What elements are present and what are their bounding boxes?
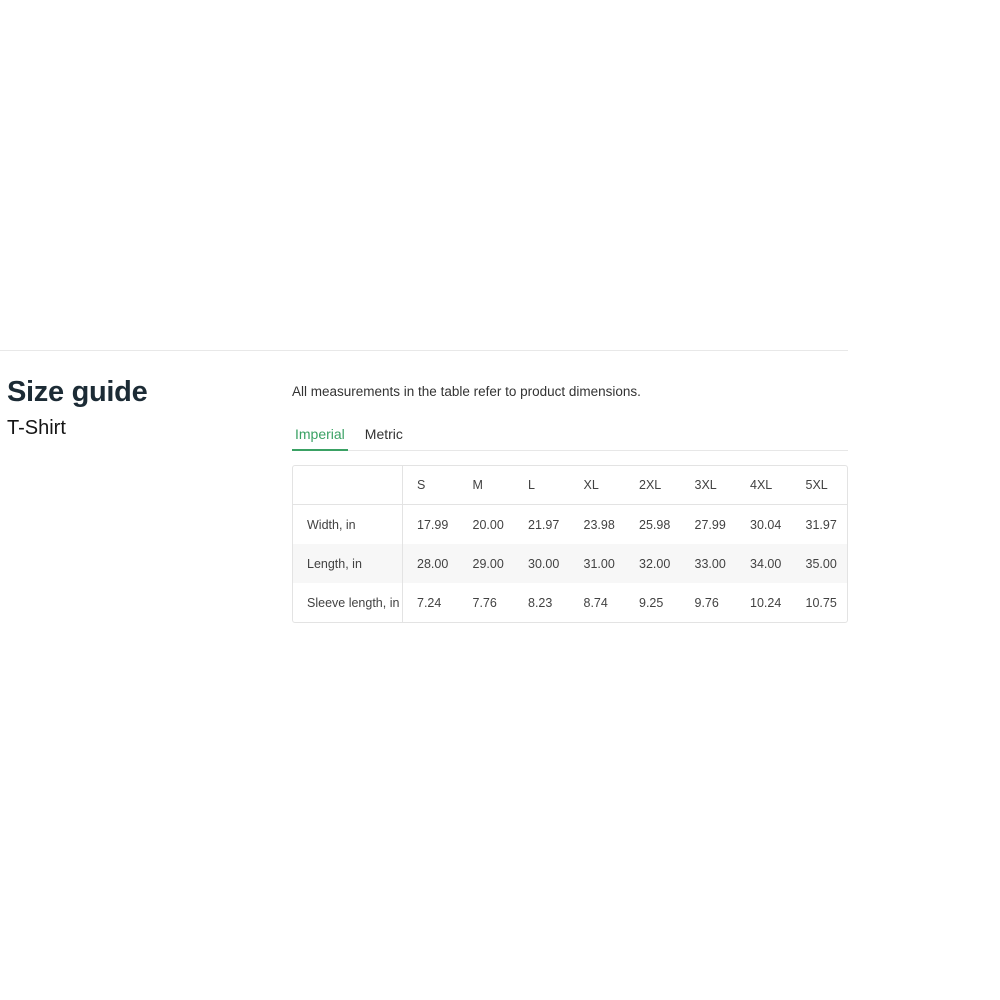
table-row-width xyxy=(293,505,847,544)
column-header-l: L xyxy=(514,466,570,505)
table-cell: 30.00 xyxy=(528,556,560,571)
column-header-4xl: 4XL xyxy=(736,466,792,505)
column-header-s: S xyxy=(403,466,459,505)
measurements-note: All measurements in the table refer to product dimensions. xyxy=(292,384,641,399)
table-cell: 34.00 xyxy=(750,556,782,571)
table-cell: 23.98 xyxy=(583,517,615,532)
product-name: T-Shirt xyxy=(7,416,66,439)
row-label: Length, in xyxy=(293,544,403,583)
table-cell: 30.04 xyxy=(750,517,782,532)
page-title: Size guide xyxy=(7,376,148,408)
table-cell: 10.24 xyxy=(750,595,782,610)
table-header-row xyxy=(293,466,847,505)
table-cell: 9.76 xyxy=(694,595,719,610)
table-cell: 21.97 xyxy=(528,517,560,532)
table-row-sleeve-length xyxy=(293,583,847,622)
table-cell: 7.76 xyxy=(472,595,497,610)
table-cell: 7.24 xyxy=(417,595,442,610)
table-cell: 10.75 xyxy=(805,595,837,610)
table-cell: 35.00 xyxy=(805,556,837,571)
table-cell: 31.00 xyxy=(583,556,615,571)
table-cell: 9.25 xyxy=(639,595,664,610)
table-cell: 28.00 xyxy=(417,556,449,571)
column-header-3xl: 3XL xyxy=(681,466,737,505)
column-header-m: M xyxy=(459,466,515,505)
table-cell: 32.00 xyxy=(639,556,671,571)
table-cell: 25.98 xyxy=(639,517,671,532)
table-row-length xyxy=(293,544,847,583)
unit-tabs xyxy=(292,426,848,451)
column-header-xl: XL xyxy=(570,466,626,505)
row-label: Sleeve length, in xyxy=(293,583,403,622)
row-label: Width, in xyxy=(293,505,403,544)
section-divider xyxy=(0,350,848,351)
column-header-2xl: 2XL xyxy=(625,466,681,505)
column-header-5xl: 5XL xyxy=(792,466,848,505)
tab-metric[interactable]: Metric xyxy=(364,426,403,442)
tab-imperial[interactable]: Imperial xyxy=(292,426,348,451)
table-cell: 20.00 xyxy=(472,517,504,532)
size-guide-table xyxy=(292,465,848,623)
table-cell: 27.99 xyxy=(694,517,726,532)
table-corner-cell xyxy=(293,466,403,505)
table-cell: 31.97 xyxy=(805,517,837,532)
table-cell: 33.00 xyxy=(694,556,726,571)
table-cell: 8.23 xyxy=(528,595,553,610)
table-cell: 8.74 xyxy=(583,595,608,610)
table-cell: 17.99 xyxy=(417,517,449,532)
table-cell: 29.00 xyxy=(472,556,504,571)
size-guide-title-block xyxy=(7,377,267,440)
size-guide-content xyxy=(292,384,848,623)
